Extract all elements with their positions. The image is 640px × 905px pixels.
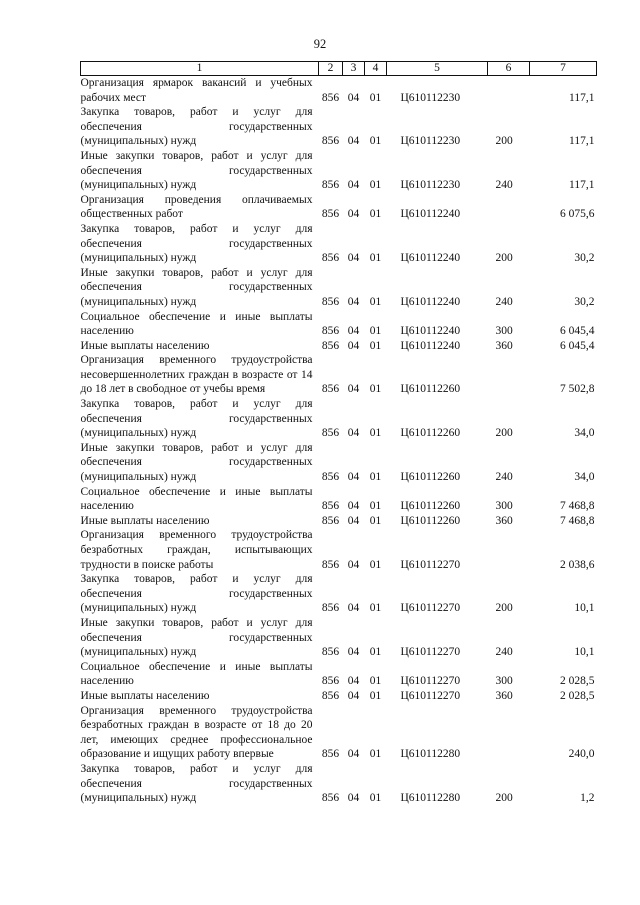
row-name: Закупка товаров, работ и услуг для обеспечения государственных (муниципальных) нужд bbox=[80, 106, 313, 148]
row-grbs: 856 bbox=[321, 514, 340, 527]
row-section: 04 bbox=[347, 471, 360, 484]
row-grbs: 856 bbox=[321, 602, 340, 615]
row-amount: 117,1 bbox=[569, 135, 595, 148]
row-section: 04 bbox=[347, 339, 360, 352]
row-name: Иные закупки товаров, работ и услуг для обеспечения государственных (муниципальных) нужд bbox=[80, 266, 313, 308]
row-amount: 7 468,8 bbox=[560, 514, 595, 527]
table-row bbox=[81, 514, 597, 529]
row-target-article: Ц610112260 bbox=[400, 514, 461, 527]
row-subsection: 01 bbox=[369, 91, 382, 104]
row-name: Иные закупки товаров, работ и услуг для обеспечения государственных (муниципальных) нужд bbox=[80, 149, 313, 192]
row-amount: 2 038,6 bbox=[560, 558, 595, 571]
row-subsection: 01 bbox=[369, 325, 382, 338]
table-row bbox=[81, 105, 597, 149]
row-target-article: Ц610112240 bbox=[400, 208, 461, 221]
row-expense-type bbox=[488, 76, 530, 106]
row-subsection: 01 bbox=[369, 748, 382, 761]
row-section: 04 bbox=[347, 558, 360, 571]
row-subsection: 01 bbox=[369, 295, 382, 308]
row-subsection: 01 bbox=[369, 602, 382, 615]
row-name: Закупка товаров, работ и услуг для обеспечения государственных (муниципальных) нужд bbox=[80, 222, 313, 265]
row-section: 04 bbox=[347, 179, 360, 192]
table-row bbox=[81, 222, 597, 266]
page-number: 92 bbox=[313, 37, 327, 51]
row-name: Организация временного трудоустройства безработных граждан, испытывающих трудности в поиске работы bbox=[80, 529, 313, 571]
row-grbs: 856 bbox=[321, 208, 340, 221]
table-row bbox=[81, 762, 597, 806]
row-name: Организация временного трудоустройства безработных граждан в возрасте от 18 до 20 лет, имеющих среднее профессиональное образование и ищущих работу впервые bbox=[80, 704, 313, 761]
row-section: 04 bbox=[347, 514, 360, 527]
row-name: Закупка товаров, работ и услуг для обеспечения государственных (муниципальных) нужд bbox=[80, 573, 313, 615]
header-cell-3: 3 bbox=[343, 62, 365, 76]
row-amount: 30,2 bbox=[574, 252, 595, 265]
row-target-article: Ц610112260 bbox=[400, 500, 461, 513]
row-amount: 2 028,5 bbox=[560, 675, 595, 688]
row-target-article: Ц610112270 bbox=[400, 675, 461, 688]
row-target-article: Ц610112240 bbox=[400, 325, 461, 338]
row-section: 04 bbox=[347, 91, 360, 104]
row-target-article: Ц610112230 bbox=[400, 135, 461, 148]
row-name: Социальное обеспечение и иные выплаты населению bbox=[80, 310, 313, 338]
row-amount: 117,1 bbox=[569, 91, 595, 104]
row-expense-type: 200 bbox=[495, 252, 513, 265]
row-name: Закупка товаров, работ и услуг для обеспечения государственных (муниципальных) нужд bbox=[80, 398, 313, 440]
row-section: 04 bbox=[347, 383, 360, 396]
row-subsection: 01 bbox=[369, 558, 382, 571]
row-subsection: 01 bbox=[369, 792, 382, 805]
row-expense-type: 240 bbox=[495, 646, 513, 659]
row-target-article: Ц610112270 bbox=[400, 689, 461, 702]
row-grbs: 856 bbox=[321, 427, 340, 440]
header-row bbox=[81, 62, 597, 76]
row-subsection: 01 bbox=[369, 383, 382, 396]
header-cell-2: 2 bbox=[319, 62, 343, 76]
row-subsection: 01 bbox=[369, 179, 382, 192]
table-header bbox=[81, 62, 597, 76]
row-grbs: 856 bbox=[321, 558, 340, 571]
row-expense-type: 240 bbox=[495, 295, 513, 308]
row-target-article: Ц610112240 bbox=[400, 339, 461, 352]
row-target-article: Ц610112240 bbox=[400, 295, 461, 308]
row-grbs: 856 bbox=[321, 689, 340, 702]
table-body bbox=[81, 76, 597, 806]
row-section: 04 bbox=[347, 500, 360, 513]
table-row bbox=[81, 616, 597, 660]
row-name: Иные выплаты населению bbox=[80, 689, 210, 702]
row-target-article: Ц610112230 bbox=[400, 91, 461, 104]
table-row bbox=[81, 528, 597, 572]
row-grbs: 856 bbox=[321, 339, 340, 352]
header-cell-5: 5 bbox=[387, 62, 488, 76]
row-subsection: 01 bbox=[369, 471, 382, 484]
row-expense-type bbox=[488, 704, 530, 762]
row-subsection: 01 bbox=[369, 689, 382, 702]
row-expense-type bbox=[488, 528, 530, 572]
row-amount: 1,2 bbox=[580, 792, 595, 805]
header-cell-6: 6 bbox=[488, 62, 530, 76]
row-expense-type: 360 bbox=[495, 689, 513, 702]
row-section: 04 bbox=[347, 252, 360, 265]
row-amount: 30,2 bbox=[574, 295, 595, 308]
row-expense-type: 240 bbox=[495, 471, 513, 484]
row-grbs: 856 bbox=[321, 471, 340, 484]
row-amount: 10,1 bbox=[574, 646, 595, 659]
row-section: 04 bbox=[347, 748, 360, 761]
budget-table bbox=[80, 61, 596, 806]
row-target-article: Ц610112270 bbox=[400, 558, 461, 571]
table-row bbox=[81, 76, 597, 106]
row-subsection: 01 bbox=[369, 252, 382, 265]
row-name: Закупка товаров, работ и услуг для обеспечения государственных (муниципальных) нужд bbox=[80, 762, 313, 805]
row-grbs: 856 bbox=[321, 295, 340, 308]
row-section: 04 bbox=[347, 208, 360, 221]
row-subsection: 01 bbox=[369, 208, 382, 221]
row-expense-type: 200 bbox=[495, 135, 513, 148]
row-section: 04 bbox=[347, 427, 360, 440]
row-subsection: 01 bbox=[369, 339, 382, 352]
row-target-article: Ц610112230 bbox=[400, 179, 461, 192]
row-grbs: 856 bbox=[321, 383, 340, 396]
row-target-article: Ц610112270 bbox=[400, 646, 461, 659]
table-row bbox=[81, 485, 597, 514]
row-amount: 7 468,8 bbox=[560, 500, 595, 513]
row-target-article: Ц610112260 bbox=[400, 471, 461, 484]
row-target-article: Ц610112280 bbox=[400, 748, 461, 761]
row-expense-type bbox=[488, 193, 530, 222]
header-cell-7: 7 bbox=[530, 62, 597, 76]
table-row bbox=[81, 149, 597, 193]
row-name: Социальное обеспечение и иные выплаты населению bbox=[80, 485, 313, 513]
table-row bbox=[81, 266, 597, 310]
row-grbs: 856 bbox=[321, 179, 340, 192]
row-section: 04 bbox=[347, 675, 360, 688]
row-name: Организация ярмарок вакансий и учебных рабочих мест bbox=[80, 77, 313, 104]
table-row bbox=[81, 704, 597, 762]
table-row bbox=[81, 441, 597, 485]
row-section: 04 bbox=[347, 295, 360, 308]
row-grbs: 856 bbox=[321, 748, 340, 761]
row-expense-type: 300 bbox=[495, 325, 513, 338]
row-subsection: 01 bbox=[369, 135, 382, 148]
row-section: 04 bbox=[347, 689, 360, 702]
table-row bbox=[81, 689, 597, 704]
row-grbs: 856 bbox=[321, 135, 340, 148]
table-row bbox=[81, 339, 597, 354]
row-target-article: Ц610112260 bbox=[400, 427, 461, 440]
row-expense-type: 240 bbox=[495, 179, 513, 192]
row-subsection: 01 bbox=[369, 427, 382, 440]
row-amount: 34,0 bbox=[574, 427, 595, 440]
row-grbs: 856 bbox=[321, 675, 340, 688]
row-expense-type: 200 bbox=[495, 792, 513, 805]
row-name: Социальное обеспечение и иные выплаты населению bbox=[80, 660, 313, 688]
row-expense-type: 300 bbox=[495, 675, 513, 688]
row-amount: 6 045,4 bbox=[560, 339, 595, 352]
row-section: 04 bbox=[347, 792, 360, 805]
table-row bbox=[81, 310, 597, 339]
row-amount: 117,1 bbox=[569, 179, 595, 192]
row-section: 04 bbox=[347, 646, 360, 659]
row-section: 04 bbox=[347, 602, 360, 615]
header-cell-4: 4 bbox=[365, 62, 387, 76]
row-expense-type bbox=[488, 353, 530, 397]
row-target-article: Ц610112260 bbox=[400, 383, 461, 396]
row-expense-type: 360 bbox=[495, 514, 513, 527]
row-grbs: 856 bbox=[321, 325, 340, 338]
row-target-article: Ц610112240 bbox=[400, 252, 461, 265]
row-grbs: 856 bbox=[321, 500, 340, 513]
row-section: 04 bbox=[347, 135, 360, 148]
row-subsection: 01 bbox=[369, 646, 382, 659]
header-cell-1: 1 bbox=[81, 62, 319, 76]
row-expense-type: 300 bbox=[495, 500, 513, 513]
row-grbs: 856 bbox=[321, 91, 340, 104]
row-name: Организация временного трудоустройства несовершеннолетних граждан в возрасте от 14 до 18 лет в свободное от учебы время bbox=[80, 354, 313, 396]
row-name: Иные закупки товаров, работ и услуг для обеспечения государственных (муниципальных) нужд bbox=[80, 616, 313, 659]
row-amount: 34,0 bbox=[574, 471, 595, 484]
row-amount: 7 502,8 bbox=[560, 383, 595, 396]
row-amount: 2 028,5 bbox=[560, 689, 595, 702]
row-amount: 240,0 bbox=[568, 748, 595, 761]
row-amount: 10,1 bbox=[574, 602, 595, 615]
table-row bbox=[81, 572, 597, 616]
table-row bbox=[81, 193, 597, 222]
row-name: Иные закупки товаров, работ и услуг для обеспечения государственных (муниципальных) нужд bbox=[80, 441, 313, 484]
row-amount: 6 045,4 bbox=[560, 325, 595, 338]
row-grbs: 856 bbox=[321, 792, 340, 805]
row-section: 04 bbox=[347, 325, 360, 338]
row-subsection: 01 bbox=[369, 675, 382, 688]
table-row bbox=[81, 353, 597, 397]
row-expense-type: 200 bbox=[495, 427, 513, 440]
table-row bbox=[81, 660, 597, 689]
row-target-article: Ц610112270 bbox=[400, 602, 461, 615]
row-subsection: 01 bbox=[369, 500, 382, 513]
row-name: Иные выплаты населению bbox=[80, 514, 210, 527]
row-expense-type: 200 bbox=[495, 602, 513, 615]
row-amount: 6 075,6 bbox=[560, 208, 595, 221]
row-grbs: 856 bbox=[321, 252, 340, 265]
row-subsection: 01 bbox=[369, 514, 382, 527]
table-row bbox=[81, 397, 597, 441]
row-name: Организация проведения оплачиваемых общественных работ bbox=[80, 193, 313, 221]
row-name: Иные выплаты населению bbox=[80, 339, 210, 352]
row-grbs: 856 bbox=[321, 646, 340, 659]
row-target-article: Ц610112280 bbox=[400, 792, 461, 805]
row-expense-type: 360 bbox=[495, 339, 513, 352]
